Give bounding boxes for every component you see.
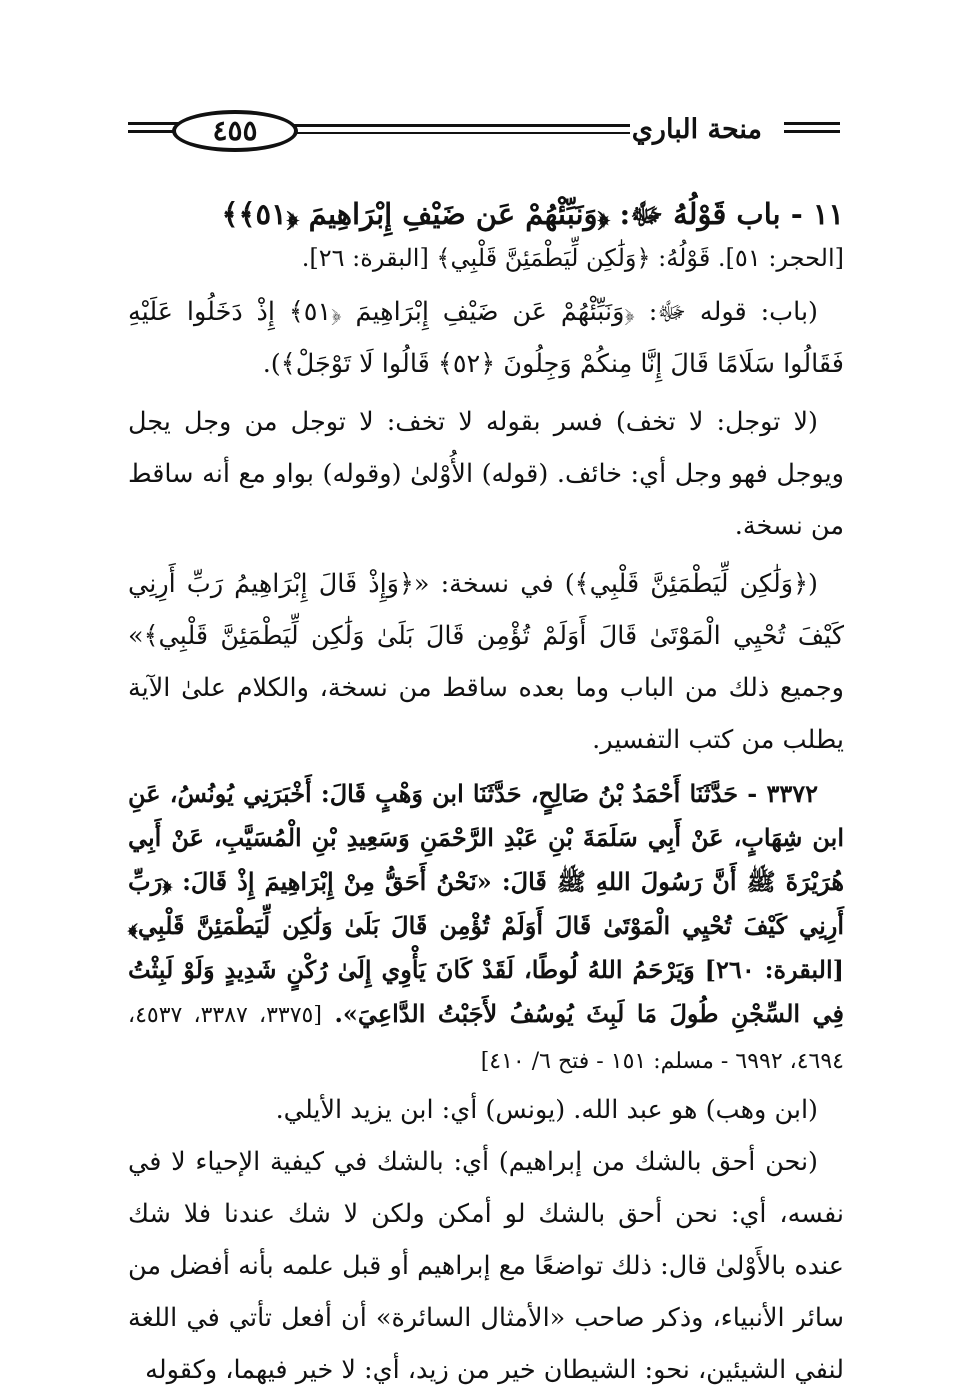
commentary-paragraph: (باب: قوله ﷻ: ﴿وَنَبِّئْهُمْ عَن ضَيْفِ إِبْرَاهِيمَ ﴿٥١﴾ إِذْ دَخَلُوا عَلَيْهِ فَقَالُوا سَلَامًا قَالَ إِنَّا مِنكُمْ وَجِلُونَ ﴿٥٢﴾ قَالُوا لَا تَوْجَلْ﴾). — [128, 297, 844, 379]
book-title: منحة الباري — [631, 114, 762, 145]
commentary-paragraph: (نحن أحق بالشك من إبراهيم) أي: بالشك في كيفية الإحياء لا في نفسه، أي: نحن أحق بالشك لو أمكن ولكن لا شك عندنا فلا شك عنده بالأَوْلىٰ قال: ذلك تواضعًا مع إبراهيم أو قبل علمه بأنه أفضل من سائر الأنبياء، وذكر صاحب «الأمثال السائرة» أن أفعل تأتي في اللغة لنفي الشيئين، نحو: الشيطان خير من زيد، أي: لا خير فيهما، وكقوله — [128, 1147, 844, 1385]
commentary-paragraph: (﴿وَلَٰكِن لِّيَطْمَئِنَّ قَلْبِي﴾) في نسخة: «﴿وَإِذْ قَالَ إِبْرَاهِيمُ رَبِّ أَرِنِي كَيْفَ تُحْيِي الْمَوْتَىٰ قَالَ أَوَلَمْ تُؤْمِن قَالَ بَلَىٰ وَلَٰكِن لِّيَطْمَئِنَّ قَلْبِي﴾» وجميع ذلك من الباب وما بعده ساقط من نسخة، والكلام علىٰ الآية يطلب من كتب التفسير. — [128, 569, 844, 755]
chapter-heading: ١١ - باب قَوْلُهُ ﷻ: ﴿وَنَبِّئْهُمْ عَن ضَيْفِ إِبْرَاهِيمَ ﴿٥١﴾﴾ — [221, 197, 844, 231]
header-rule-middle-lower — [294, 132, 630, 134]
chapter-reference: [الحجر: ٥١]. قَوْلُهُ: ﴿وَلَٰكِن لِّيَطْمَئِنَّ قَلْبِي﴾ [البقرة: ٢٦]. — [301, 244, 844, 272]
header-rule-right-lower — [784, 130, 840, 133]
page-header — [128, 104, 840, 160]
header-rule-middle — [294, 124, 630, 127]
hadith-body: ٣٣٧٢ - حَدَّثَنَا أَحْمَدُ بْنُ صَالِحٍ، حَدَّثَنَا ابن وَهْبٍ قَالَ: أَخْبَرَنِي يُونُسُ، عَنِ ابن شِهَابٍ، عَنْ أَبِي سَلَمَةَ بْنِ عَبْدِ الرَّحْمَنِ وَسَعِيدِ بْنِ الْمُسَيَّبِ، عَنْ أَبِي هُرَيْرَةَ ﷺ أَنَّ رَسُولَ اللهِ ﷺ قَالَ: «نَحْنُ أَحَقُّ مِنْ إِبْرَاهِيمَ إِذْ قَالَ: ﴿رَبِّ أَرِنِي كَيْفَ تُحْيِي الْمَوْتَىٰ قَالَ أَوَلَمْ تُؤْمِن قَالَ بَلَىٰ وَلَٰكِن لِّيَطْمَئِنَّ قَلْبِي﴾ [البقرة: ٢٦٠] وَيَرْحَمُ اللهُ لُوطًا، لَقَدْ كَانَ يَأْوِي إِلَىٰ رُكْنٍ شَدِيدٍ وَلَوْ لَبِثْتُ فِي السِّجْنِ طُولَ مَا لَبِثَ يُوسُفُ لأَجَبْتُ الدَّاعِيَ». — [128, 779, 845, 1028]
commentary-paragraph: (ابن وهب) هو عبد الله. (يونس) أي: ابن يزيد الأيلي. — [275, 1095, 818, 1125]
header-rule-right — [784, 122, 840, 125]
page-content — [128, 190, 844, 1396]
hadith-text — [128, 772, 844, 1084]
page-number: ٤٥٥ — [172, 110, 298, 152]
commentary-paragraph: (لا توجل: لا تخف) فسر بقوله لا تخف: لا توجل من وجل يجل ويوجل فهو وجل أي: خائف. (قوله) الأُوْلىٰ (وقوله) بواو مع أنه ساقط من نسخة. — [128, 407, 844, 541]
hadith-references: [٣٣٧٥، ٣٣٨٧، ٤٥٣٧، ٤٦٩٤، ٦٩٩٢ - مسلم: ١٥١ - فتح ٦/ ٤١٠] — [128, 1003, 844, 1074]
